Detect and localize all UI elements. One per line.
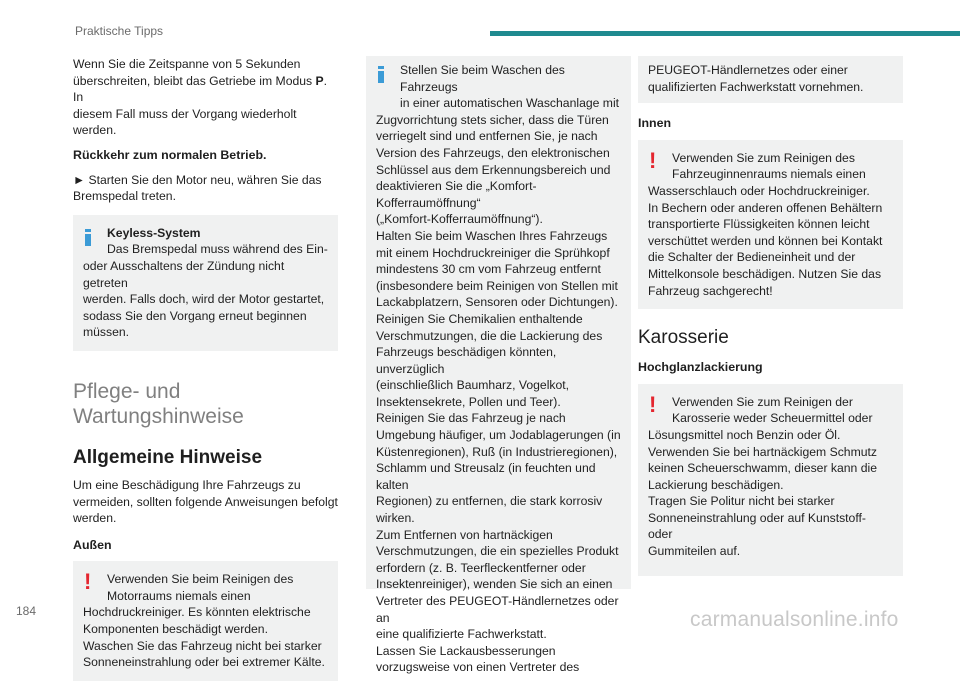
gloss-heading: Hochglanzlackierung bbox=[638, 360, 763, 375]
keyless-info-box: Keyless-System Das Bremspedal muss während des Ein- oder Ausschaltens der Zündung nicht getreten werden. Falls doch, wird der Motor gestartet, sodass Sie den Vorgang erneut beginnen müssen. bbox=[73, 215, 338, 351]
general-heading: Allgemeine Hinweise bbox=[73, 446, 263, 468]
return-heading: Rückkehr zum normalen Betrieb. bbox=[73, 147, 267, 162]
info-icon bbox=[85, 229, 91, 246]
column-2 bbox=[366, 56, 631, 675]
column-3 bbox=[638, 56, 903, 576]
header-accent-bar bbox=[490, 31, 960, 36]
warning-icon: ! bbox=[649, 147, 657, 173]
warning-icon: ! bbox=[84, 569, 92, 595]
outside-heading: Außen bbox=[73, 537, 112, 552]
inside-warning-box: ! Verwenden Sie zum Reinigen des Fahrzeuginnenraums niemals einen Wasserschlauch oder Hochdruckreiniger. In Bechern oder anderen offenen Behältern transportierte Flüssigkeiten können leicht verschüttet werden und können bei Kontakt die Schalter der Bedieneinheit und der Mittelkonsole beschädigen. Nutzen Sie das Fahrzeug sachgerecht! bbox=[638, 140, 903, 309]
section-title: Pflege- und Wartungshinweise bbox=[73, 379, 244, 428]
warning-icon: ! bbox=[649, 391, 657, 417]
step: ► Starten Sie den Motor neu, währen Sie das Bremspedal treten. bbox=[73, 172, 322, 204]
paragraph: Um eine Beschädigung Ihre Fahrzeugs zu vermeiden, sollten folgende Anweisungen befolgt werden. bbox=[73, 477, 338, 526]
continued-info-box: PEUGEOT-Händlernetzes oder einer qualifizierten Fachwerkstatt vornehmen. bbox=[638, 56, 903, 103]
running-header: Praktische Tipps bbox=[75, 24, 164, 38]
column-1 bbox=[73, 56, 338, 681]
watermark: carmanualsonline.info bbox=[690, 608, 899, 631]
page-number: 184 bbox=[16, 604, 37, 618]
washing-info-box: Stellen Sie beim Waschen des Fahrzeugs in einer automatischen Waschanlage mit Zugvorrichtung stets sicher, dass die Türen verriegelt sind und entfernen Sie, je nach Version des Fahrzeugs, den elektronischen Schlüssel aus dem Erkennungsbereich und deaktivieren Sie die „Komfort- Kofferraumöffnung“ („Komfort-Kofferraumöffnung“). Halten Sie beim Waschen Ihres Fahrzeugs mit einem Hochdruckreiniger die Sprühkopf mindestens 30 cm vom Fahrzeug entfernt (insbesondere beim Reinigen von Stellen mit Lackabplatzern, Sensoren oder Dichtungen). Reinigen Sie Chemikalien enthaltende Verschmutzungen, die die Lackierung des Fahrzeugs beschädigen könnten, unverzüglich (einschließlich Baumharz, Vogelkot, Insektensekrete, Pollen und Teer). Reinigen Sie das Fahrzeug je nach Umgebung häufiger, um Jodablagerungen (in Küstenregionen), Ruß (in Industrieregionen), Schlamm und Streusalz (in feuchten und kalten Regionen) zu entfernen, die stark korrosiv wirken. Zum Entfernen von hartnäckigen Verschmutzungen, die ein spezielles Produkt erfordern (z. B. Teerfleckentferner oder Insektenreiniger), wenden Sie sich an einen Vertreter des PEUGEOT-Händlernetzes oder an eine qualifizierte Fachwerkstatt. Lassen Sie Lackausbesserungen vorzugsweise von einen Vertreter des bbox=[366, 56, 631, 589]
inside-heading: Innen bbox=[638, 116, 672, 131]
info-icon bbox=[378, 66, 384, 83]
paragraph: Wenn Sie die Zeitspanne von 5 Sekunden überschreiten, bleibt das Getriebe im Modus P. In diesem Fall muss der Vorgang wiederholt werden. bbox=[73, 57, 328, 138]
gloss-warning-box: ! Verwenden Sie zum Reinigen der Karosserie weder Scheuermittel oder Lösungsmittel noch Benzin oder Öl. Verwenden Sie bei hartnäckigem Schmutz keinen Scheuerschwamm, dieser kann die Lackierung beschädigen. Tragen Sie Politur nicht bei starker Sonneneinstrahlung oder auf Kunststoff- oder Gummiteilen auf. bbox=[638, 384, 903, 576]
outside-warning-box: ! Verwenden Sie beim Reinigen des Motorraums niemals einen Hochdruckreiniger. Es könnten elektrische Komponenten beschädigt werden. Waschen Sie das Fahrzeug nicht bei starker Sonneneinstrahlung oder bei extremer Kälte. bbox=[73, 561, 338, 681]
body-heading: Karosserie bbox=[638, 327, 729, 349]
